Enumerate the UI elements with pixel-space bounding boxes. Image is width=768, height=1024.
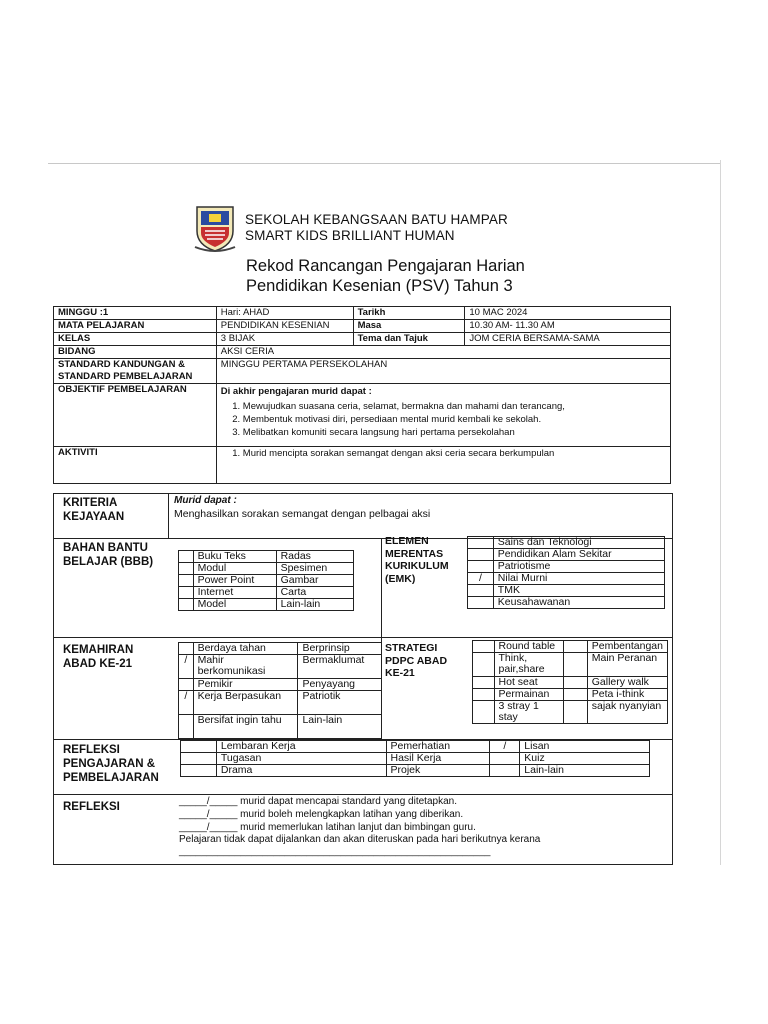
objektif-value xyxy=(216,384,670,447)
strategi-item: Peta i-think xyxy=(587,689,667,701)
emk-row xyxy=(468,573,665,585)
hari-cell: Hari: AHAD xyxy=(216,307,353,320)
checkbox-cell xyxy=(564,701,587,724)
checkbox-cell xyxy=(468,561,494,573)
checkbox-cell xyxy=(473,677,495,689)
checkbox-cell xyxy=(181,765,217,777)
bbb-item: Spesimen xyxy=(276,563,353,575)
refleksi-pp-item: Drama xyxy=(216,765,386,777)
strategi-row xyxy=(473,677,668,689)
refleksi-pp-item: Hasil Kerja xyxy=(386,753,490,765)
tema-value: JOM CERIA BERSAMA-SAMA xyxy=(465,333,671,346)
standard-label xyxy=(54,359,217,384)
strategi-label-2: PDPC ABAD xyxy=(385,654,448,667)
strategi-label-3: KE-21 xyxy=(385,667,415,679)
standard-label-2: STANDARD PEMBELAJARAN xyxy=(58,371,193,382)
strategi-item: Round table xyxy=(494,641,564,653)
standard-value: MINGGU PERTAMA PERSEKOLAHAN xyxy=(216,359,670,384)
kemahiran-table xyxy=(178,642,382,739)
checkbox-cell xyxy=(564,689,587,701)
kemahiran-item: Berdaya tahan xyxy=(193,643,298,655)
checkbox-cell xyxy=(564,653,587,677)
bbb-row xyxy=(179,587,354,599)
refleksi-pp-label-3: PEMBELAJARAN xyxy=(63,772,159,784)
checkbox-cell xyxy=(468,549,494,561)
checkbox-cell xyxy=(468,597,494,609)
refleksi-line: _____/_____ murid dapat mencapai standard yang ditetapkan. xyxy=(179,796,457,807)
checkbox-cell xyxy=(473,701,495,724)
divider xyxy=(54,794,672,795)
lower-section xyxy=(53,493,673,865)
checkbox-cell xyxy=(468,585,494,597)
bbb-item: Lain-lain xyxy=(276,599,353,611)
kemahiran-row xyxy=(179,715,382,739)
emk-label-2: MERENTAS xyxy=(385,547,444,560)
objektif-intro: Di akhir pengajaran murid dapat : xyxy=(220,386,372,397)
bbb-row xyxy=(179,563,354,575)
strategi-item: Main Peranan xyxy=(587,653,667,677)
checkbox-cell: / xyxy=(179,655,194,679)
kemahiran-item: Lain-lain xyxy=(298,715,382,739)
bidang-label: BIDANG xyxy=(54,346,217,359)
bbb-row xyxy=(179,575,354,587)
objektif-list xyxy=(221,400,666,439)
strategi-row xyxy=(473,701,668,724)
school-motto: SMART KIDS BRILLIANT HUMAN xyxy=(245,228,455,243)
emk-item: Nilai Murni xyxy=(493,573,664,585)
checkbox-cell xyxy=(564,641,587,653)
refleksi-pp-label xyxy=(63,743,159,785)
checkbox-cell xyxy=(179,599,194,611)
checkbox-cell xyxy=(473,653,495,677)
checkbox-cell xyxy=(473,641,495,653)
document-subtitle: Pendidikan Kesenian (PSV) Tahun 3 xyxy=(246,277,513,295)
bbb-item: Power Point xyxy=(193,575,276,587)
checkbox-cell xyxy=(181,753,217,765)
strategi-item: 3 stray 1 stay xyxy=(494,701,564,724)
bbb-table xyxy=(178,550,354,611)
kemahiran-label xyxy=(63,643,133,671)
emk-item: TMK xyxy=(493,585,664,597)
checkbox-cell xyxy=(490,765,520,777)
aktiviti-label: AKTIVITI xyxy=(54,447,217,484)
kemahiran-label-1: KEMAHIRAN xyxy=(63,644,134,656)
bbb-item: Gambar xyxy=(276,575,353,587)
strategi-row xyxy=(473,641,668,653)
kriteria-text: Menghasilkan sorakan semangat dengan pelbagai aksi xyxy=(174,508,431,520)
kemahiran-row xyxy=(179,691,382,715)
checkbox-cell: / xyxy=(179,691,194,715)
masa-value: 10.30 AM- 11.30 AM xyxy=(465,320,671,333)
bbb-label-1: BAHAN BANTU xyxy=(63,542,148,554)
strategi-label xyxy=(385,642,447,680)
aktiviti-list xyxy=(221,447,666,460)
bbb-item: Model xyxy=(193,599,276,611)
checkbox-cell xyxy=(179,575,194,587)
bbb-label xyxy=(63,541,153,569)
info-table xyxy=(53,306,671,484)
checkbox-cell xyxy=(468,537,494,549)
emk-row xyxy=(468,549,665,561)
bbb-row xyxy=(179,551,354,563)
strategi-table xyxy=(472,640,668,724)
emk-row xyxy=(468,597,665,609)
emk-item: Patriotisme xyxy=(493,561,664,573)
checkbox-cell xyxy=(179,679,194,691)
emk-label-1: ELEMEN xyxy=(385,535,429,547)
kemahiran-item: Patriotik xyxy=(298,691,382,715)
strategi-item: Hot seat xyxy=(494,677,564,689)
emk-item: Sains dan Teknologi xyxy=(493,537,664,549)
kemahiran-item: Bermaklumat xyxy=(298,655,382,679)
refleksi-line: _____/_____ murid memerlukan latihan lanjut dan bimbingan guru. xyxy=(179,822,476,833)
bbb-item: Buku Teks xyxy=(193,551,276,563)
refleksi-pp-label-2: PENGAJARAN & xyxy=(63,758,156,770)
kemahiran-item: Penyayang xyxy=(298,679,382,691)
kemahiran-row xyxy=(179,655,382,679)
kemahiran-item: Kerja Berpasukan xyxy=(193,691,298,715)
refleksi-pp-item: Lembaran Kerja xyxy=(216,741,386,753)
emk-item: Pendidikan Alam Sekitar xyxy=(493,549,664,561)
kriteria-head: Murid dapat : xyxy=(174,495,237,506)
checkbox-cell: / xyxy=(490,741,520,753)
checkbox-cell xyxy=(564,677,587,689)
refleksi-label: REFLEKSI xyxy=(63,801,120,813)
emk-label xyxy=(385,535,449,585)
bbb-item: Carta xyxy=(276,587,353,599)
mata-pelajaran-label: MATA PELAJARAN xyxy=(54,320,217,333)
refleksi-pp-item: Lisan xyxy=(520,741,650,753)
kelas-label: KELAS xyxy=(54,333,217,346)
objektif-item: 3. Melibatkan komuniti secara langsung hari pertama persekolahan xyxy=(243,426,666,439)
refleksi-pp-item: Lain-lain xyxy=(520,765,650,777)
school-crest-icon xyxy=(193,203,237,253)
refleksi-pp-table xyxy=(180,740,650,777)
kriteria-label xyxy=(63,496,124,524)
emk-item: Keusahawanan xyxy=(493,597,664,609)
refleksi-pp-item: Kuiz xyxy=(520,753,650,765)
kemahiran-row xyxy=(179,643,382,655)
checkbox-cell xyxy=(179,587,194,599)
bidang-value: AKSI CERIA xyxy=(216,346,670,359)
bbb-label-2: BELAJAR (BBB) xyxy=(63,556,154,568)
refleksi-pp-item: Tugasan xyxy=(216,753,386,765)
bbb-item: Radas xyxy=(276,551,353,563)
objektif-label: OBJEKTIF PEMBELAJARAN xyxy=(54,384,217,447)
standard-label-1: STANDARD KANDUNGAN & xyxy=(58,359,186,370)
divider xyxy=(54,637,672,638)
strategi-item: Permainan xyxy=(494,689,564,701)
bbb-item: Modul xyxy=(193,563,276,575)
minggu-cell: MINGGU :1 xyxy=(54,307,217,320)
divider xyxy=(168,494,169,538)
strategi-row xyxy=(473,689,668,701)
checkbox-cell: / xyxy=(468,573,494,585)
checkbox-cell xyxy=(490,753,520,765)
checkbox-cell xyxy=(179,563,194,575)
emk-row xyxy=(468,585,665,597)
kemahiran-row xyxy=(179,679,382,691)
emk-label-3: KURIKULUM xyxy=(385,560,449,572)
mata-pelajaran-value: PENDIDIKAN KESENIAN xyxy=(216,320,353,333)
refleksi-pp-item: Pemerhatian xyxy=(386,741,490,753)
objektif-item: 2. Membentuk motivasi diri, persediaan mental murid kembali ke sekolah. xyxy=(243,413,666,426)
strategi-item: Pembentangan xyxy=(587,641,667,653)
kelas-value: 3 BIJAK xyxy=(216,333,353,346)
strategi-item: sajak nyanyian xyxy=(587,701,667,724)
kriteria-label-1: KRITERIA xyxy=(63,497,118,509)
emk-row xyxy=(468,561,665,573)
kriteria-label-2: KEJAYAAN xyxy=(63,511,125,523)
checkbox-cell xyxy=(179,643,194,655)
strategi-row xyxy=(473,653,668,677)
bbb-row xyxy=(179,599,354,611)
strategi-item: Think, pair,share xyxy=(494,653,564,677)
refleksi-pp-item: Projek xyxy=(386,765,490,777)
checkbox-cell xyxy=(473,689,495,701)
kemahiran-item: Berprinsip xyxy=(298,643,382,655)
masa-label: Masa xyxy=(353,320,465,333)
tarikh-value: 10 MAC 2024 xyxy=(465,307,671,320)
kemahiran-label-2: ABAD KE-21 xyxy=(63,658,133,670)
refleksi-pp-row xyxy=(181,753,650,765)
emk-row xyxy=(468,537,665,549)
strategi-label-1: STRATEGI xyxy=(385,642,438,654)
bbb-item: Internet xyxy=(193,587,276,599)
tarikh-label: Tarikh xyxy=(353,307,465,320)
page-edge xyxy=(720,160,721,865)
emk-label-4: (EMK) xyxy=(385,572,416,585)
strategi-item: Gallery walk xyxy=(587,677,667,689)
refleksi-line: _____/_____ murid boleh melengkapkan latihan yang diberikan. xyxy=(179,809,464,820)
kemahiran-item: Mahir berkomunikasi xyxy=(193,655,298,679)
objektif-item: 1. Mewujudkan suasana ceria, selamat, bermakna dan mahami dan terancang, xyxy=(243,400,666,413)
refleksi-pp-label-1: REFLEKSI xyxy=(63,744,120,756)
emk-table xyxy=(467,536,665,609)
tema-label: Tema dan Tajuk xyxy=(353,333,465,346)
document-title: Rekod Rancangan Pengajaran Harian xyxy=(246,257,525,275)
kemahiran-item: Bersifat ingin tahu xyxy=(193,715,298,739)
refleksi-pp-row xyxy=(181,765,650,777)
school-name: SEKOLAH KEBANGSAAN BATU HAMPAR xyxy=(245,212,508,227)
aktiviti-item: 1. Murid mencipta sorakan semangat dengan aksi ceria secara berkumpulan xyxy=(243,447,666,460)
checkbox-cell xyxy=(179,715,194,739)
refleksi-blank-line: ________________________________________________________ xyxy=(179,846,491,857)
checkbox-cell xyxy=(181,741,217,753)
kemahiran-item: Pemikir xyxy=(193,679,298,691)
aktiviti-value xyxy=(216,447,670,484)
refleksi-pp-row xyxy=(181,741,650,753)
refleksi-line: Pelajaran tidak dapat dijalankan dan akan diteruskan pada hari berikutnya kerana xyxy=(179,834,541,845)
checkbox-cell xyxy=(179,551,194,563)
